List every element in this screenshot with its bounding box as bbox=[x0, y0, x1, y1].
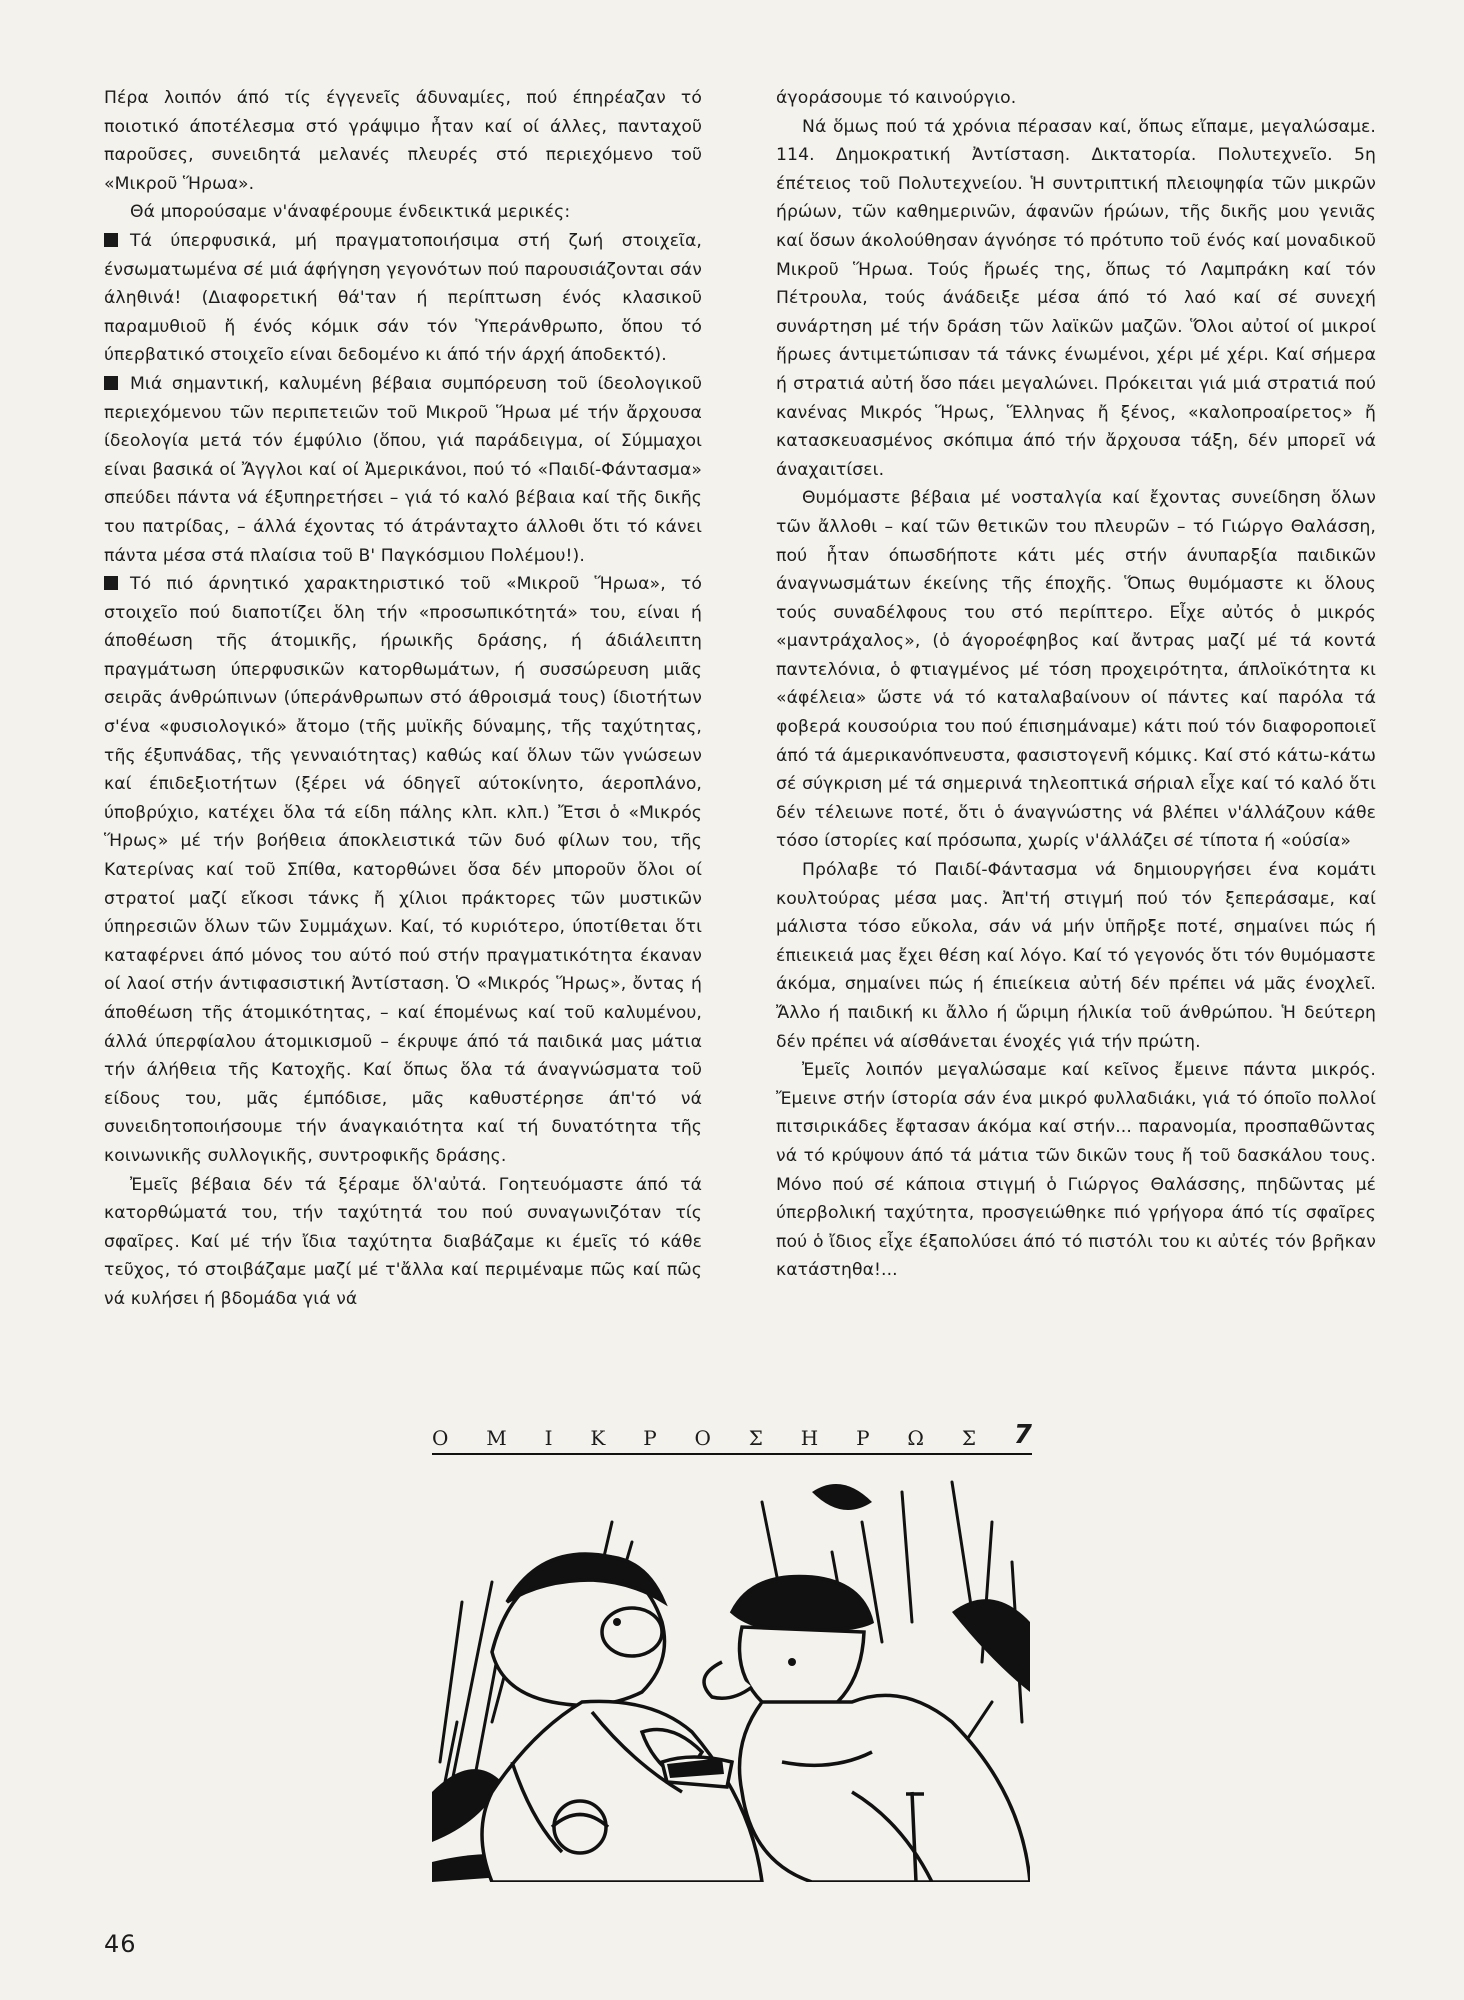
paragraph: Νά ὅμως πού τά χρόνια πέρασαν καί, ὅπως εἴπαμε, μεγαλώσαμε. 114. Δημοκρατική Ἀντίσταση. Δικτατορία. Πολυτεχνεῖο. 5η έπέτειος τοῦ Πολυτεχνείου. Ἡ συντριπτική πλειοψηφία τῶν μικρῶν ήρώων, τῶν καθημερινῶν, άφανῶν ήρώων, τῆς δικῆς μου γενιᾶς καί ὅσων άκολούθησαν άγνόησε τό πρότυπο τοῦ ένός καί μοναδικοῦ Μικροῦ Ἥρωα. Τούς ἥρωές της, ὅπως τό Λαμπράκη καί τόν Πέτρουλα, τούς άνάδειξε μέσα άπό τό λαό καί σέ συνεχή συνάρτηση μέ τήν δράση τῶν λαϊκῶν μαζῶν. Ὅλοι αὐτοί οί μικροί ἥρωες άντιμετώπισαν τά τάνκς ένωμένοι, χέρι μέ χέρι. Καί σήμερα ή στρατιά αὐτή ὅσο πάει μεγαλώνει. Πρόκειται γιά μιά στρατιά πού κανένας Μικρός Ἥρως, Ἕλληνας ἤ ξένος, «καλοπροαίρετος» ἤ κατασκευασμένος σκόπιμα άπό τήν ἄρχουσα τάξη, δέν μπορεῖ νά άναχαιτίσει. bbox=[776, 116, 1376, 480]
bullet-text: Τά ύπερφυσικά, μή πραγματοποιήσιμα στή ζωή στοιχεῖα, ένσωματωμένα σέ μιά άφήγηση γεγονότων πού παρουσιάζονται σάν άληθινά! (Διαφορετική θά'ταν ή περίπτωση ένός κλασικοῦ παραμυθιοῦ ἤ ένός κόμικ σάν τόν Ὑπεράνθρωπο, ὅπου τό ύπερβατικό στοιχεῖο είναι δεδομένο κι άπό τήν άρχή άποδεκτό). bbox=[104, 230, 702, 366]
bullet-text: Μιά σημαντική, καλυμένη βέβαια συμπόρευση τοῦ ίδεολογικοῦ περιεχόμενου τῶν περιπετειῶν τοῦ Μικροῦ Ἥρωα μέ τήν ἄρχουσα ίδεολογία μετά τόν έμφύλιο (ὅπου, γιά παράδειγμα, οί Σύμμαχοι είναι βασικά οί Ἄγγλοι καί οί Ἀμερικάνοι, πού τό «Παιδί-Φάντασμα» σπεύδει πάντα νά έξυπηρετήσει – γιά τό καλό βέβαια καί τῆς δικῆς του πατρίδας, – άλλά έχοντας τό άτράνταχτο άλλοθι ὅτι τό κάνει πάντα μέσα στά πλαίσια τοῦ Β' Παγκόσμιου Πολέμου!). bbox=[104, 373, 702, 566]
square-bullet-icon bbox=[104, 233, 118, 247]
title-letter: Σ bbox=[748, 1426, 763, 1450]
title-letter: Ι bbox=[544, 1426, 553, 1450]
comic-panel-illustration bbox=[432, 1462, 1030, 1882]
issue-number: 7 bbox=[1013, 1420, 1032, 1450]
title-letter: Ρ bbox=[856, 1426, 870, 1450]
bullet-text: Τό πιό άρνητικό χαρακτηριστικό τοῦ «Μικροῦ Ἥρωα», τό στοιχεῖο πού διαποτίζει ὅλη τήν «προσωπικότητά» του, είναι ή άποθέωση τῆς άτομικῆς, ήρωικῆς δράσης, ή άδιάλειπτη πραγμάτωση ύπερφυσικῶν κατορθωμάτων, ή συσσώρευση μιᾶς σειρᾶς άνθρώπινων (ύπεράνθρωπων στό άθροισμά τους) ίδιοτήτων σ'ένα «φυσιολογικό» ἄτομο (τῆς μυϊκῆς δύναμης, τῆς ταχύτητας, τῆς έξυπνάδας, τῆς γενναιότητας) καθώς καί ὅλων τῶν γνώσεων καί έπιδεξιοτήτων (ξέρει νά όδηγεῖ αύτοκίνητο, άεροπλάνο, ύποβρύχιο, κατέχει ὅλα τά είδη πάλης κλπ. κλπ.) Ἔτσι ὁ «Μικρός Ἥρως» μέ τήν βοήθεια άποκλειστικά τῶν δυό φίλων του, τῆς Κατερίνας καί τοῦ Σπίθα, κατορθώνει ὅσα δέν μποροῦν ὅλοι οί στρατοί μαζί εἴκοσι τάνκς ἤ χίλιοι πράκτορες τῶν μυστικῶν ύπηρεσιῶν ὅλων τῶν Συμμάχων. Καί, τό κυριότερο, ύποτίθεται ὅτι καταφέρνει άπό μόνος του αύτό πού στήν πραγματικότητα έκαναν οί λαοί στήν άντιφασιστική Ἀντίσταση. Ὁ «Μικρός Ἥρως», ὄντας ή άποθέωση τῆς άτομικότητας, – καί έπομένως καί τοῦ καλυμένου, άλλά ύπερφίαλου άτομικισμοῦ – έκρυψε άπό τά παιδικά μας μάτια τήν άλήθεια τῆς Κατοχῆς. Καί ὅπως ὅλα τά άναγνώσματα τοῦ είδους του, μᾶς έμπόδισε, μᾶς καθυστέρησε άπ'τό νά συνειδητοποιήσουμε τήν άναγκαιότητα καί τή δυνατότητα τῆς κοινωνικῆς συλλογικῆς, συντροφικῆς δράσης. bbox=[104, 574, 702, 1166]
title-letter: Μ bbox=[486, 1426, 507, 1450]
strip-rule bbox=[432, 1453, 1032, 1455]
bullet-paragraph bbox=[104, 227, 702, 370]
square-bullet-icon bbox=[104, 576, 118, 590]
title-letter: Ρ bbox=[643, 1426, 657, 1450]
left-text-column bbox=[104, 84, 702, 1314]
paragraph: Πρόλαβε τό Παιδί-Φάντασμα νά δημιουργήσει ένα κομάτι κουλτούρας μέσα μας. Ἀπ'τή στιγμή πού τόν ξεπεράσαμε, καί μάλιστα τόσο εὔκολα, σάν νά μήν ὑπῆρξε ποτέ, σημαίνει πώς ή έπιεικειά μας ἔχει θέση καί λόγο. Καί τό γεγονός ὅτι τόν θυμόμαστε άκόμα, σημαίνει πώς ή έπιείκεια αὐτή δέν πρέπει νά μᾶς ένοχλεῖ. Ἄλλο ή παιδική κι ἄλλο ή ὥριμη ήλικία τοῦ άνθρώπου. Ἡ δεύτερη δέν πρέπει νά αίσθάνεται ένοχές γιά τήν πρώτη. bbox=[776, 860, 1376, 1052]
title-letter: Ο bbox=[694, 1426, 711, 1450]
right-text-column bbox=[776, 84, 1376, 1285]
title-letter: Κ bbox=[590, 1426, 606, 1450]
paragraph: άγοράσουμε τό καινούργιο. bbox=[776, 88, 1017, 108]
paragraph: Πέρα λοιπόν άπό τίς έγγενεῖς άδυναμίες, πού έπηρέαζαν τό ποιοτικό άποτέλεσμα στό γράψιμο ἦταν καί οί άλλες, πανταχοῦ παροῦσες, συνειδητά μελανές πλευρές στό περιεχόμενο τοῦ «Μικροῦ Ἥρωα». bbox=[104, 88, 702, 194]
square-bullet-icon bbox=[104, 376, 118, 390]
bullet-paragraph bbox=[104, 570, 702, 1170]
paragraph: Ἐμεῖς βέβαια δέν τά ξέραμε ὅλ'αὐτά. Γοητευόμαστε άπό τά κατορθώματά του, τήν ταχύτητά του πού συναγωνιζόταν τίς σφαῖρες. Καί μέ τήν ἴδια ταχύτητα διαβάζαμε κι έμεῖς τό κάθε τεῦχος, τό στοιβάζαμε μαζί μέ τ'ἄλλα καί περιμέναμε πῶς καί πῶς νά κυλήσει ή βδομάδα γιά νά bbox=[104, 1174, 702, 1309]
title-letter: Σ bbox=[961, 1426, 977, 1450]
bullet-paragraph bbox=[104, 370, 702, 570]
comic-strip-title bbox=[432, 1420, 1032, 1450]
title-letter: Η bbox=[800, 1426, 819, 1450]
title-letter: Ω bbox=[907, 1426, 925, 1450]
page-number: 46 bbox=[104, 1930, 137, 1958]
title-letter: Ο bbox=[432, 1426, 449, 1450]
paragraph: Θυμόμαστε βέβαια μέ νοσταλγία καί ἔχοντας συνείδηση ὅλων τῶν ἄλλοθι – καί τῶν θετικῶν του πλευρῶν – τό Γιώργο Θαλάσση, πού ἦταν όπωσδήποτε κάτι μές στήν άνυπαρξία παιδικῶν άναγνωσμάτων έκείνης τῆς έποχῆς. Ὅπως θυμόμαστε κι ὅλους τούς συναδέλφους του στό περίπτερο. Εἶχε αὐτός ὁ μικρός «μαντράχαλος», (ὁ άγοροέφηβος καί ἄντρας μαζί μέ τά κοντά παντελόνια, ὁ φτιαγμένος μέ τόση προχειρότητα, άπλοϊκότητα κι «άφέλεια» ὥστε νά τό καταλαβαίνουν οί πάντες καί παρόλα τά φοβερά κουσούρια του πού έπισημάναμε) κάτι πού τόν διαφοροποιεῖ άπό τά άμερικανόπνευστα, φασιστογενῆ κόμικς. Καί στό κάτω-κάτω σέ σύγκριση μέ τά σημερινά τηλεοπτικά σήριαλ εἶχε καί τό καλό ὅτι δέν τέλειωνε ποτέ, ὅτι ὁ άναγνώστης νά βλέπει ν'άλλάζουν κάθε τόσο ίστορίες καί πρόσωπα, χωρίς ν'άλλάζει σέ τίποτα ή «ούσία» bbox=[776, 488, 1376, 852]
paragraph: Ἐμεῖς λοιπόν μεγαλώσαμε καί κεῖνος ἔμεινε πάντα μικρός. Ἔμεινε στήν ίστορία σάν ένα μικρό φυλλαδιάκι, γιά τό όποῖο πολλοί πιτσιρικάδες ἔφτασαν άκόμα καί στήν... παρανομία, προσπαθῶντας νά τό κρύψουν άπό τά μάτια τῶν δικῶν τους ἤ τοῦ δασκάλου τους. Μόνο πού σέ κάποια στιγμή ὁ Γιώργος Θαλάσσης, πηδῶντας μέ ύπερβολική ταχύτητα, προσγειώθηκε πιό γρήγορα άπό τίς σφαῖρες πού ὁ ἴδιος εἶχε έξαπολύσει άπό τό πιστόλι του κι αὐτές τόν βρῆκαν κατάστηθα!... bbox=[776, 1060, 1376, 1281]
paragraph: Θά μπορούσαμε ν'άναφέρουμε ένδεικτικά μερικές: bbox=[130, 202, 571, 223]
